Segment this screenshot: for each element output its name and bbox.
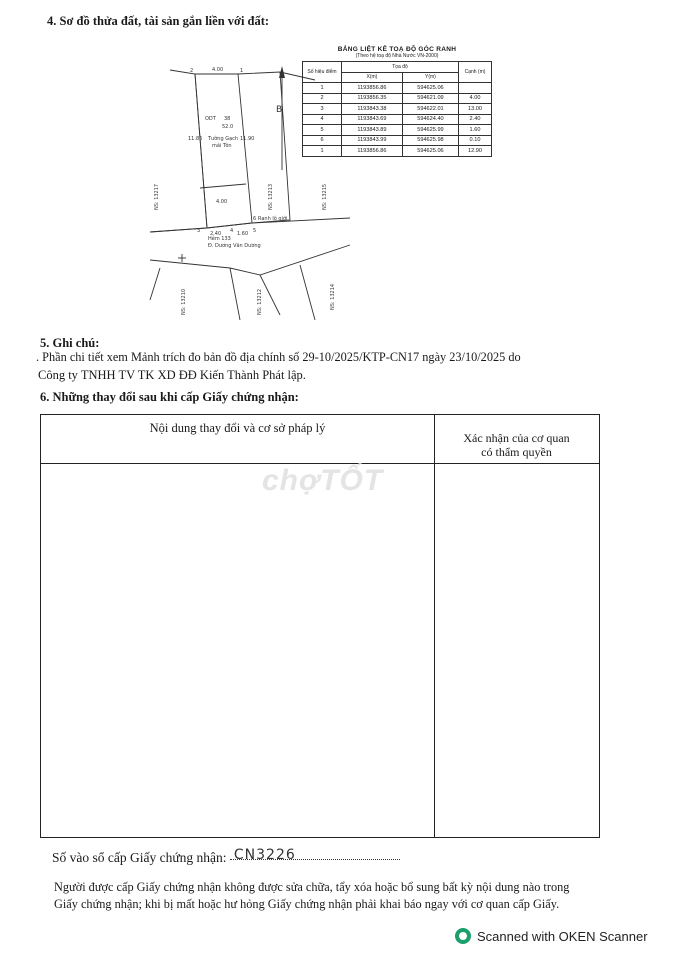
col-y: Y(m)	[402, 72, 458, 83]
coordinate-table	[302, 61, 492, 157]
side-left: 11.86	[188, 136, 203, 142]
note-line-1: . Phần chi tiết xem Mảnh trích đo bản đồ địa chính số 29-10/2025/KTP-CN17 ngày 23/10/2025 do	[36, 350, 521, 364]
lot-code: ODT	[205, 116, 216, 122]
table-row: 5 1193843.89 594625.99 1.60	[303, 125, 492, 136]
section-4-title: 4. Sơ đồ thửa đất, tài sản gắn liền với đất:	[47, 14, 270, 28]
point-5: 5	[253, 228, 257, 234]
col-point: Số hiệu điểm	[303, 62, 342, 83]
neighbor-1: NS: 13217	[154, 183, 160, 210]
col-coord: Tọa độ	[342, 62, 459, 73]
table-row: 4 1193843.69 594624.40 2.40	[303, 114, 492, 125]
neighbor-2: NS: 13213	[268, 183, 274, 210]
point-3: 3	[197, 228, 201, 234]
table-row: 3 1193843.38 594622.01 13.00	[303, 104, 492, 115]
section-6-title: 6. Những thay đổi sau khi cấp Giấy chứng nhận:	[40, 390, 299, 404]
register-line	[52, 847, 400, 866]
lot-no: 38	[224, 116, 231, 122]
coordinate-table-subtitle: (Theo hệ toạ độ Nhà Nước VN-2000)	[355, 53, 439, 59]
house-label-2: mái Tôn	[212, 143, 232, 149]
neighbor-3: NS: 13215	[322, 183, 328, 210]
point-6: 6	[253, 216, 257, 222]
neighbor-6: NS: 13212	[257, 288, 263, 315]
register-value: CN3226	[233, 847, 296, 863]
ranh-label: Ranh lộ giới	[258, 216, 288, 222]
table-row: 1 1193856.86 594625.06 12.90	[303, 146, 492, 157]
point-4: 4	[230, 228, 234, 234]
neighbor-5: NS: 13210	[181, 288, 187, 315]
note-line-2: Công ty TNHH TV TK XD ĐĐ Kiến Thành Phát lập.	[38, 368, 306, 382]
point-2: 2	[190, 68, 194, 74]
lot-area: 52.0	[222, 124, 234, 130]
col-edge: Cạnh (m)	[459, 62, 492, 83]
dim-top: 4.00	[212, 67, 224, 73]
dim-left: 2.40	[210, 231, 222, 237]
coordinate-table-title: BẢNG LIỆT KÊ TOẠ ĐỘ GÓC RANH	[337, 46, 457, 53]
table-row: 2 1193856.35 594621.09 4.00	[303, 93, 492, 104]
road-label-1: Hẻm 133	[208, 236, 231, 242]
scanner-text: Scanned with OKEN Scanner	[477, 928, 648, 944]
col-x: X(m)	[342, 72, 403, 83]
section-5-title: 5. Ghi chú:	[40, 336, 100, 350]
road-label-2: Đ. Dương Văn Dương	[208, 243, 261, 249]
notice-line-2: Giấy chứng nhận; khi bị mất hoặc hư hỏng Giấy chứng nhận phải khai báo ngay với cơ quan cấp Giấy.	[54, 897, 560, 911]
scanner-logo-icon	[455, 928, 471, 944]
scanner-footer	[455, 928, 648, 944]
side-right: 11.90	[240, 136, 255, 142]
changes-col-content: Nội dung thay đổi và cơ sở pháp lý	[149, 421, 326, 435]
dim-mid-2: 1.60	[237, 231, 249, 237]
neighbor-4: NS: 13214	[330, 283, 336, 310]
table-row: 6 1193843.99 594625.98 0.10	[303, 135, 492, 146]
notice-line-1: Người được cấp Giấy chứng nhận không được sửa chữa, tẩy xóa hoặc bổ sung bất kỳ nội dung nào trong	[54, 880, 570, 894]
table-row: 1 1193856.86 594625.06	[303, 83, 492, 94]
chotot-watermark: chợTỐT	[262, 464, 384, 497]
changes-col-confirm: Xác nhận của cơ quan có thẩm quyền	[463, 431, 570, 459]
point-1: 1	[240, 68, 244, 74]
coordinate-table-block	[302, 46, 492, 157]
register-label: Số vào sổ cấp Giấy chứng nhận:	[52, 850, 227, 865]
north-label: B	[276, 105, 283, 115]
dim-mid: 4.00	[216, 199, 228, 205]
house-label-1: Tường Gạch	[208, 136, 239, 142]
